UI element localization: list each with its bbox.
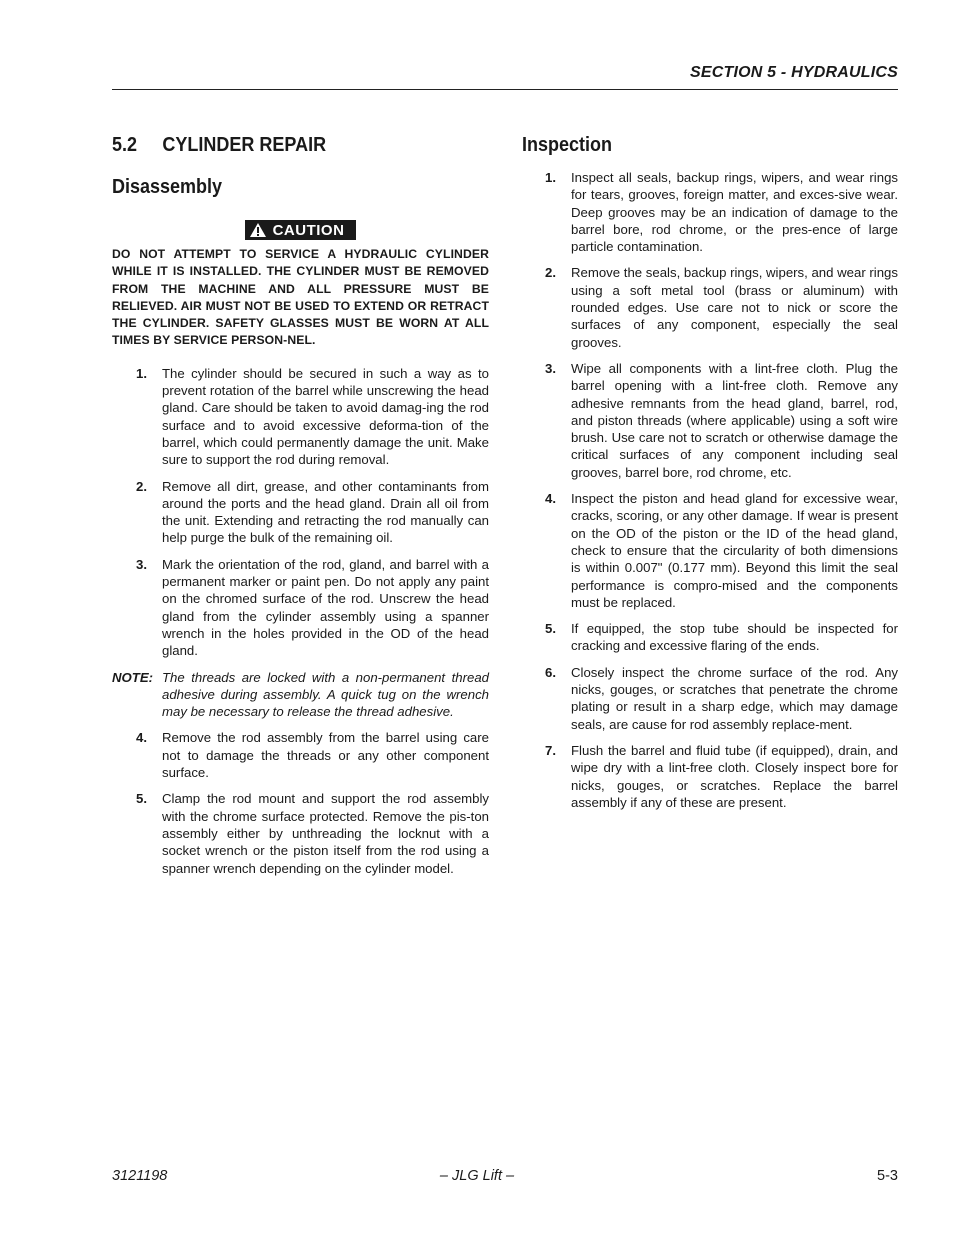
step-number: 6. [545,664,556,680]
right-column [522,130,898,811]
disassembly-steps-a [112,365,489,660]
step-number: 3. [136,556,147,572]
caution-badge [245,220,357,240]
footer-doc-number: 3121198 [112,1168,168,1184]
step-number: 2. [545,265,556,281]
step-text: Mark the orientation of the rod, gland, and barrel with a permanent marker or paint pen. Do not apply any paint on the chromed surface of the rod. Unscrew the head gland from the cylinder assembly using a spanner wrench in the holes provided in the OD of the head gland. [162,556,489,659]
left-column [112,130,489,877]
step-number: 1. [136,365,147,381]
caution-text: DO NOT ATTEMPT TO SERVICE A HYDRAULIC CYLINDER WHILE IT IS INSTALLED. THE CYLINDER MUST BE REMOVED FROM THE MACHINE AND ALL PRESSURE MUST BE RELIEVED. AIR MUST NOT BE USED TO EXTEND OR RETRACT THE CYLINDER. SAFETY GLASSES MUST BE WORN AT ALL TIMES BY SERVICE PERSON-NEL. [112,247,489,348]
step-text: Remove the seals, backup rings, wipers, and wear rings using a soft metal tool (brass or aluminum) with rounded edges. Use care not to nick or score the surfaces of any component, especially the seal grooves. [571,265,898,350]
caution-label: CAUTION [272,221,345,239]
header-rule [112,89,898,90]
step-text: Inspect the piston and head gland for excessive wear, cracks, scoring, or any other damage. If wear is present on the OD of the piston or the ID of the head gland, check to ensure that the circularity of both dimensions is within 0.007" (0.177 mm). Beyond this limit the seal performance is compro-mised and the components must be replaced. [571,491,898,610]
step-number: 7. [545,742,556,758]
note [112,669,489,721]
step-text: Closely inspect the chrome surface of the rod. Any nicks, gouges, or scratches that penetrate the chrome plating or result in a sharp edge, which may damage seals, are cause for rod assembly replace-ment. [571,664,898,732]
footer-publisher: – JLG Lift – [439,1168,515,1184]
list-item [522,490,898,611]
note-label: NOTE: [112,669,154,685]
section-number: 5.2 [112,134,138,156]
heading-inspection: Inspection [522,134,613,156]
list-item [112,790,489,876]
list-item [112,556,489,660]
step-text: Remove all dirt, grease, and other contaminants from around the ports and the head gland. Drain all oil from the unit. Extending and retracting the rod manually can help purge the bulk of the remaining oil. [162,478,489,546]
subheading-disassembly: Disassembly [112,176,223,198]
step-number: 4. [545,491,556,507]
step-number: 2. [136,478,147,494]
step-number: 5. [136,791,147,807]
section-header: SECTION 5 - HYDRAULICS [690,64,898,81]
inspection-steps [522,169,898,811]
step-text: Flush the barrel and fluid tube (if equipped), drain, and wipe dry with a lint-free cloth. Closely inspect bore for nicks, gouges, or scratches. Replace the barrel assembly if any of these are present. [571,742,898,810]
step-text: If equipped, the stop tube should be inspected for cracking and excessive flaring of the ends. [571,621,898,654]
step-number: 4. [136,730,147,746]
step-number: 3. [545,360,556,376]
warning-triangle-icon [249,222,267,238]
step-number: 5. [545,621,556,637]
step-text: Clamp the rod mount and support the rod assembly with the chrome surface protected. Remove the pis-ton assembly either by unthreading the locknut with a socket wrench or the piston itself from the rod using a spanner wrench depending on the cylinder model. [162,791,489,876]
step-text: Inspect all seals, backup rings, wipers, and wear rings for tears, grooves, foreign matter, and exces-sive wear. Deep grooves may be an indication of damage to the barrel bore, rod chrome, or the pres-ence of large particle contamination. [571,170,898,255]
step-number: 1. [545,170,556,185]
section-heading [112,130,451,160]
step-text: The cylinder should be secured in such a way as to prevent rotation of the barrel while unscrewing the head gland. Care should be taken to avoid damag-ing the rod surface and to avoid excessive deforma-tion of the barrel, which could permanently damage the unit. Make sure to support the rod during removal. [162,365,489,468]
list-item [112,365,489,469]
list-item [112,478,489,547]
disassembly-steps-b [112,729,489,876]
step-text: Wipe all components with a lint-free cloth. Plug the barrel opening with a lint-free cloth. Remove any adhesive remnants from the head gland, barrel, rod, and piston threads (where applicable) using a soft wire brush. Use care not to scratch or otherwise damage the critical surfaces of any component including seal grooves, barrel bore, rod chrome, etc. [571,360,898,480]
caution-banner [112,220,489,242]
list-item [522,169,898,255]
step-text: Remove the rod assembly from the barrel using care not to damage the threads or any other component surface. [162,730,489,781]
list-item [112,729,489,781]
note-text: The threads are locked with a non-permanent thread adhesive during assembly. A quick tug on the wrench may be necessary to release the thread adhesive. [162,669,489,720]
footer-page-number: 5-3 [877,1168,898,1184]
list-item [522,742,898,811]
list-item [522,664,898,733]
list-item [522,264,898,350]
section-title: CYLINDER REPAIR [162,134,327,156]
list-item [522,620,898,655]
list-item [522,360,898,481]
